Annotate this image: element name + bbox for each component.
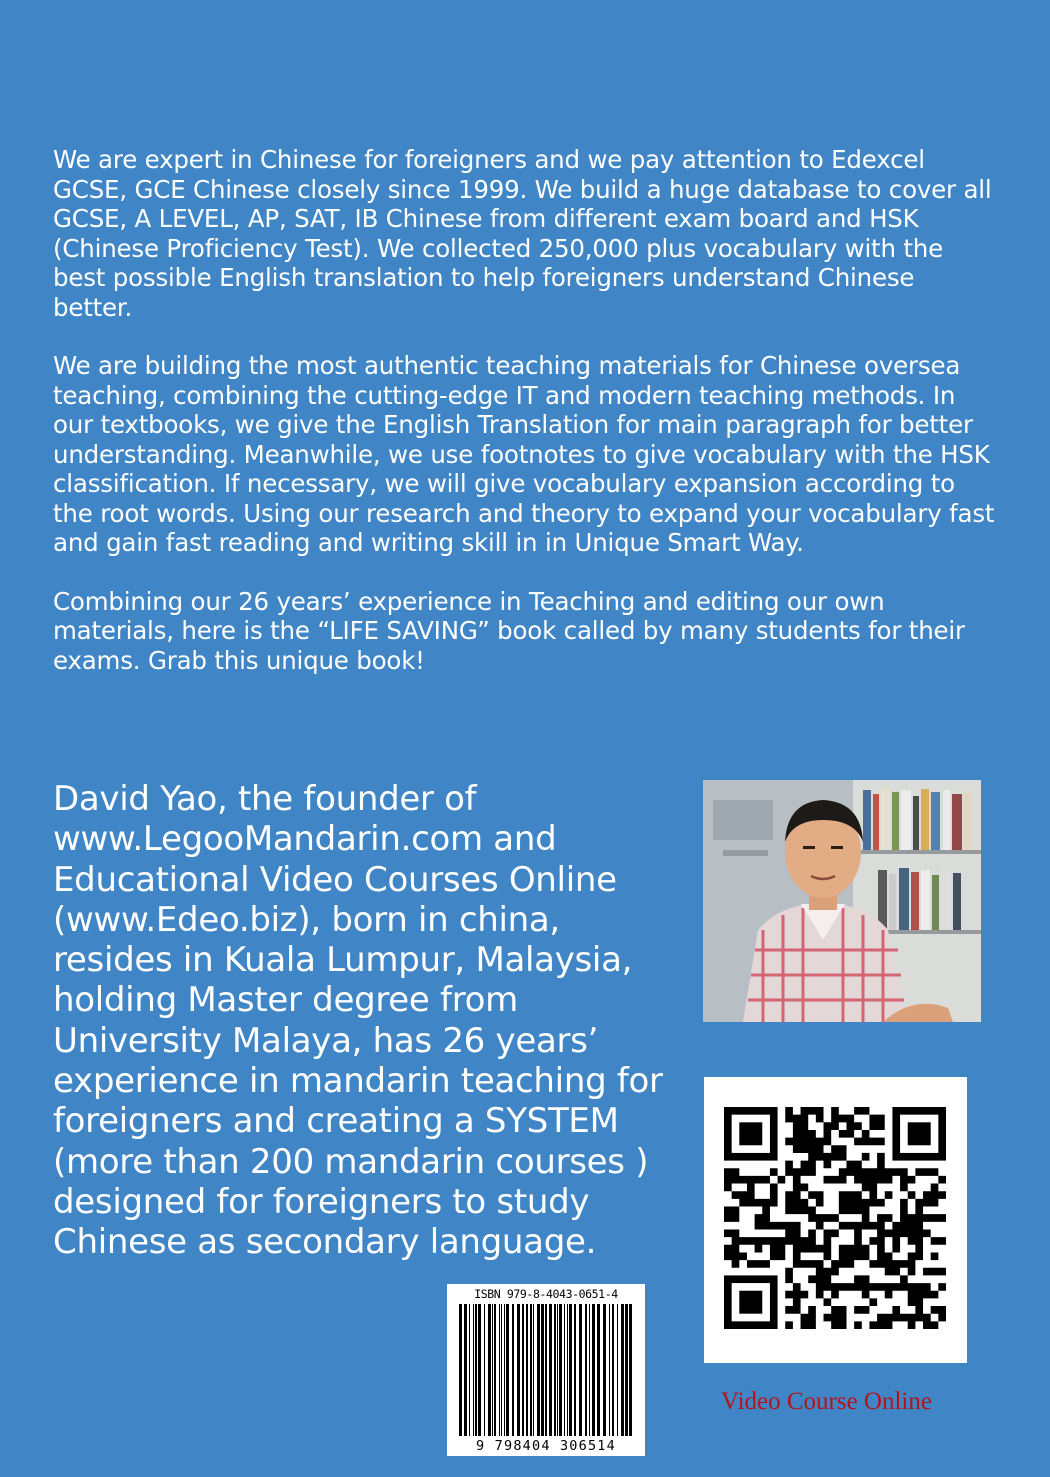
qr-caption[interactable]: Video Course Online [721, 1388, 932, 1415]
isbn-label: ISBN 979-8-4043-0651-4 [474, 1287, 618, 1301]
author-bio: David Yao, the founder of www.LegooMandarin.com and Educational Video Courses Online (www.Edeo.biz), born in china, resides in Kuala Lumpur, Malaysia, holding Master degree from University Malaya, has 26 years’ experience in mandarin teaching for foreigners and creating a SYSTEM (more than 200 mandarin courses ) designed for foreigners to study Chinese as secondary language. [53, 779, 663, 1263]
intro-paragraph-2: We are building the most authentic teaching materials for Chinese oversea teaching, combining the cutting-edge IT and modern teaching methods. In our textbooks, we give the English Translation for main paragraph for better understanding. Meanwhile, we use footnotes to give vocabulary with the HSK classification. If necessary, we will give vocabulary expansion according to the root words. Using our research and theory to expand your vocabulary fast and gain fast reading and writing skill in in Unique Smart Way. [53, 351, 995, 557]
intro-paragraph-1: We are expert in Chinese for foreigners and we pay attention to Edexcel GCSE, GCE Chinese closely since 1999. We build a huge database to cover all GCSE, A LEVEL, AP, SAT, IB Chinese from different exam board and HSK (Chinese Proficiency Test). We collected 250,000 plus vocabulary with the best possible English translation to help foreigners understand Chinese better. [53, 145, 992, 322]
intro-paragraph-3: Combining our 26 years’ experience in Teaching and editing our own materials, here is the “LIFE SAVING” book called by many students for their exams. Grab this unique book! [53, 586, 965, 675]
isbn-number: 9 798404 306514 [447, 1438, 645, 1454]
author-photo [703, 780, 981, 1022]
qr-code[interactable] [704, 1077, 967, 1363]
isbn-barcode [447, 1284, 645, 1456]
intro-text [53, 145, 998, 704]
